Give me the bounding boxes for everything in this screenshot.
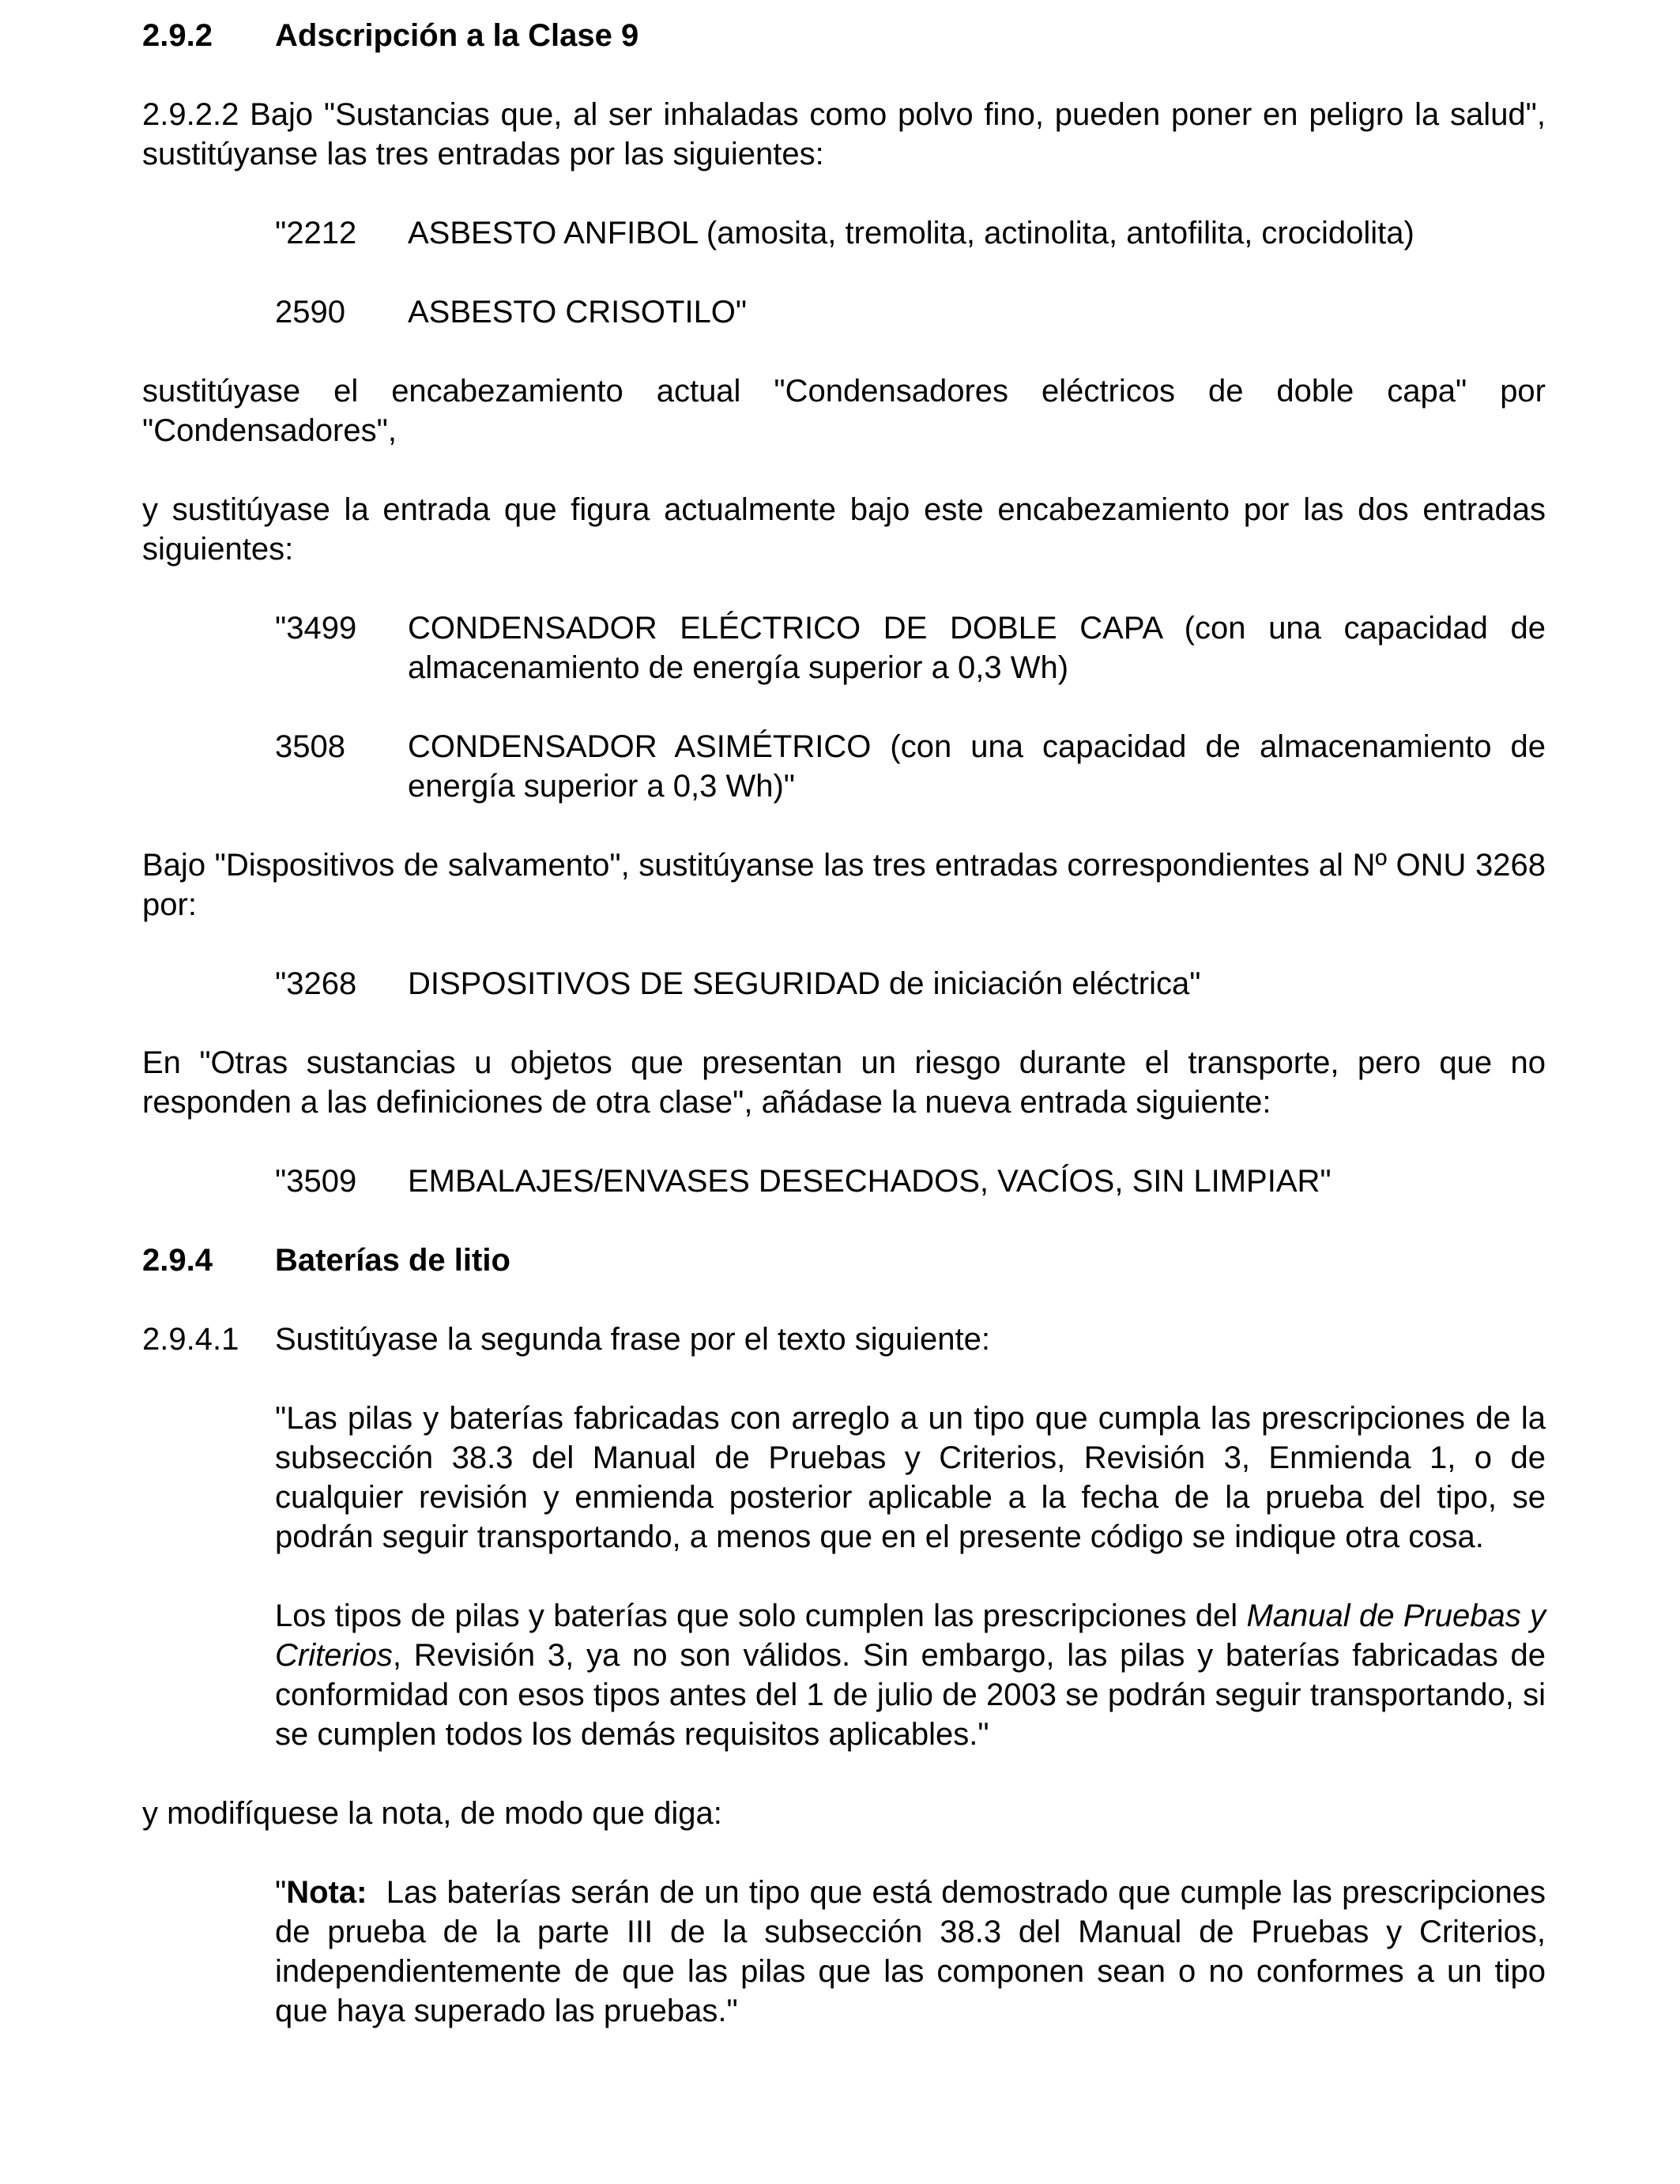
paragraph-nota-intro: y modifíquese la nota, de modo que diga: — [142, 1796, 722, 1831]
nota-text: Las baterías serán de un tipo que está demostrado que cumple las prescripciones de prueba de la parte III de la subsección 38.3 del Manual de Pruebas y Criterios, independientemente de que las pilas que las componen sean o no conformes a un tipo que haya superado las pruebas." — [275, 1875, 1555, 2028]
paragraph-2-9-4-1 — [142, 1320, 1546, 1359]
nota-label: Nota: — [286, 1875, 367, 1910]
entry-3509 — [275, 1162, 1546, 1201]
entry-code: 2590 — [275, 295, 345, 329]
section-number: 2.9.4 — [142, 1243, 213, 1278]
section-heading-2-9-2 — [142, 16, 1546, 55]
section-number: 2.9.2 — [142, 18, 213, 53]
entry-2212 — [275, 213, 1546, 253]
manual-title-italic: Manual de Pruebas y Criterios — [275, 1598, 1546, 1673]
paragraph-condensadores: sustitúyase el encabezamiento actual "Condensadores eléctricos de doble capa" por "Condensadores", — [142, 374, 1546, 448]
entry-code: "2212 — [275, 216, 357, 250]
entry-2590 — [275, 292, 1546, 332]
paragraph-entrada: y sustitúyase la entrada que figura actualmente bajo este encabezamiento por las dos entradas siguientes: — [142, 492, 1546, 567]
nota-paragraph — [275, 1873, 1555, 2031]
paragraph-2-9-2-2: 2.9.2.2 Bajo "Sustancias que, al ser inhaladas como polvo fino, pueden poner en peligro la salud", sustitúyanse las tres entradas por las siguientes: — [142, 97, 1546, 171]
entry-text: CONDENSADOR ASIMÉTRICO (con una capacidad de almacenamiento de energía superior a 0,3 Wh)" — [408, 729, 1546, 804]
quote-paragraph-1: "Las pilas y baterías fabricadas con arreglo a un tipo que cumpla las prescripciones de la subsección 38.3 del Manual de Pruebas y Criterios, Revisión 3, Enmienda 1, o de cualquier revisión y enmienda posterior aplicable a la fecha de la prueba del tipo, se podrán seguir transportando, a menos que en el presente código se indique otra cosa. — [275, 1401, 1546, 1554]
quote-paragraph-2 — [275, 1596, 1546, 1754]
entry-text: EMBALAJES/ENVASES DESECHADOS, VACÍOS, SIN LIMPIAR" — [408, 1164, 1332, 1199]
entry-3268 — [275, 964, 1546, 1004]
paragraph-salvamento: Bajo "Dispositivos de salvamento", sustitúyanse las tres entradas correspondientes al Nº ONU 3268 por: — [142, 848, 1546, 922]
paragraph-number: 2.9.4.1 — [142, 1322, 239, 1357]
paragraph-text: Sustitúyase la segunda frase por el texto siguiente: — [275, 1322, 990, 1357]
quote-text: Los tipos de pilas y baterías que solo cumplen las prescripciones del — [275, 1598, 1247, 1633]
document-page — [142, 16, 1555, 2031]
section-heading-2-9-4 — [142, 1241, 1546, 1280]
paragraph-otras-sustancias: En "Otras sustancias u objetos que presentan un riesgo durante el transporte, pero que no responden a las definiciones de otra clase", añádase la nueva entrada siguiente: — [142, 1045, 1546, 1120]
entry-3508 — [275, 727, 1546, 806]
entry-text: DISPOSITIVOS DE SEGURIDAD de iniciación eléctrica" — [408, 966, 1201, 1001]
entry-text: ASBESTO ANFIBOL (amosita, tremolita, actinolita, antofilita, crocidolita) — [408, 216, 1414, 250]
entry-code: "3268 — [275, 966, 357, 1001]
section-title: Adscripción a la Clase 9 — [275, 18, 639, 53]
nota-quote-mark: " — [275, 1875, 287, 1910]
entry-text: ASBESTO CRISOTILO" — [408, 295, 748, 329]
entry-code: "3499 — [275, 611, 357, 646]
entry-code: "3509 — [275, 1164, 357, 1199]
section-title: Baterías de litio — [275, 1243, 510, 1278]
quote-text: , Revisión 3, ya no son válidos. Sin embargo, las pilas y baterías fabricadas de conformidad con esos tipos antes del 1 de julio de 2003 se podrán seguir transportando, si se cumplen todos los demás requisitos aplicables." — [275, 1638, 1546, 1752]
entry-text: CONDENSADOR ELÉCTRICO DE DOBLE CAPA (con una capacidad de almacenamiento de energía superior a 0,3 Wh) — [408, 611, 1546, 685]
entry-3499 — [275, 608, 1546, 687]
entry-code: 3508 — [275, 729, 345, 764]
